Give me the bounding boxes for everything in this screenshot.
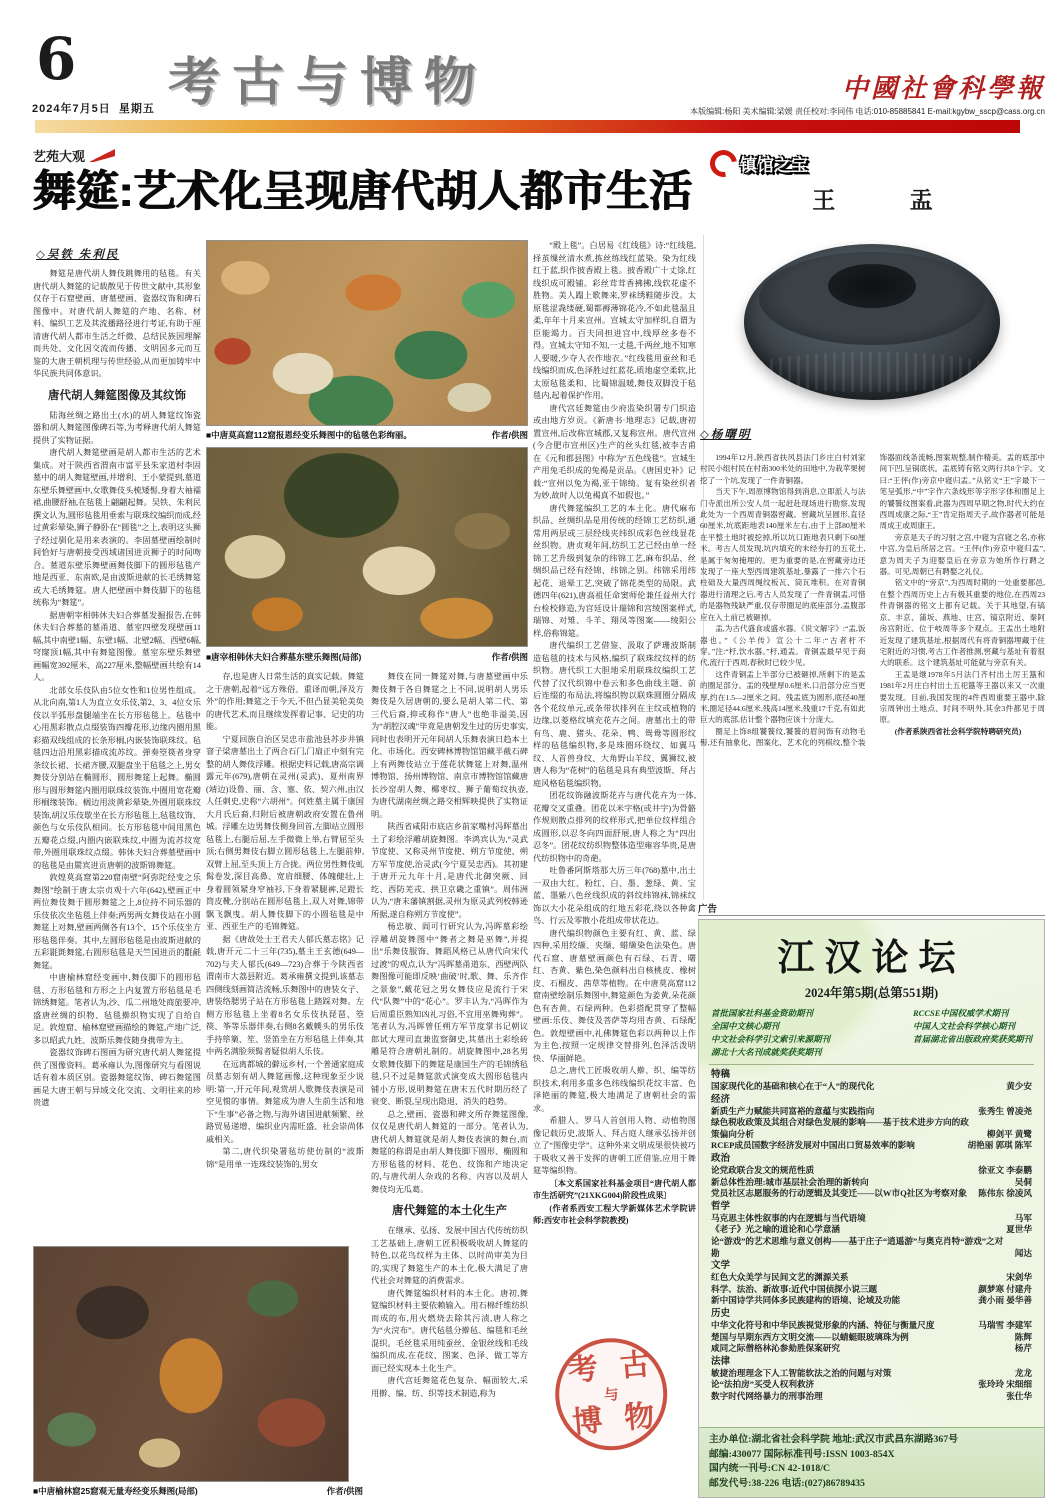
article-column-4 bbox=[533, 240, 696, 1332]
toc-entry-title: 新质生产力赋能共同富裕的意蕴与实践指向 bbox=[711, 1105, 875, 1116]
badges-right bbox=[913, 1007, 1032, 1058]
ad-divider bbox=[709, 1064, 1034, 1065]
header-gradient-bar bbox=[35, 120, 1020, 133]
mural-image-yulin-25 bbox=[33, 1246, 349, 1482]
toc-entry-authors: 陈辉 bbox=[1014, 1331, 1032, 1342]
journal-toc bbox=[699, 1069, 1044, 1402]
article-subhead: 唐代舞筵的本土化生产 bbox=[392, 1205, 507, 1217]
journal-title: 江汉论坛 bbox=[777, 937, 966, 978]
toc-entry-authors: 马瑞雪 李建军 bbox=[978, 1319, 1032, 1330]
toc-entry bbox=[711, 1379, 1032, 1391]
toc-entry-title: 论“游戏”的艺术思维与意义创构——基于庄子“逍遥游”与奥克肖特“游戏”之对勘 bbox=[711, 1235, 1004, 1258]
paragraph: 当天下午,周原博物馆得到消息,立即派人与法门寺派出所公安人员一起赶赴现场进行勘察,发现此处为一个西周青铜器窖藏。窖藏坑呈圆形,直径60厘米,坑底距地表140厘米左右,由于上部80厘米在平整土地时被挖掉,所以坑口距地表只剩下60厘米。考古人员发现,坑内填充的未经夯打的五花土,是属于匆匆掩埋的。更为重要的是,在窖藏旁边还发现了一座大型西周建筑基址,暴露了一排六个石柱础及大量西周绳纹板瓦、筒瓦堆积。在对青铜器进行清理之后,考古人员发现了一件青铜盂,可惜的是器物残缺严重,仅存带圈足的底座部分,盂腹部应在入土前已被砸掉。 bbox=[700, 487, 866, 622]
journal-footer bbox=[699, 1427, 1044, 1497]
page-number: 6 bbox=[36, 25, 77, 93]
toc-entry bbox=[711, 1368, 1032, 1380]
toc-section-header: 哲学 bbox=[711, 1200, 731, 1212]
paragraph: 总之,唐代工匠吸收胡人擀、织、编等纺织技术,利用多重多色纬线编织花纹丰富、色泽艳丽的舞筵,极大地满足了唐朝社会的需求。 bbox=[533, 1066, 696, 1113]
paragraph: (作者系陕西省社会科学院特聘研究员) bbox=[894, 726, 1022, 736]
treasure-badge bbox=[710, 150, 808, 177]
toc-entry-title: 马克思主体性叙事的内在逻辑与当代语境 bbox=[711, 1212, 866, 1223]
paragraph: 舞伎在同一舞筵对舞,与唐墓壁画中乐舞伎舞于各自舞筵之上不同,说明胡人男乐舞伎是久居唐朝的,要么是胡人第二代、第三代后裔,抑或称作“唐人”也绝非溢美,因为“胡腔汉魂”毕竟是唐朝发生过的历史事实,同时也表明开元年间胡人乐舞表演日趋本土化、市场化。西安碑林博物馆馆藏半截石碑上有两舞伎站立于莲花状舞筵上对舞,温州博物馆、扬州博物馆、南京市博物馆馆藏唐长沙窑胡人舞、椰枣纹、狮子葡萄纹执壶,为唐代湖南丝绸之路交相辉映提供了实物证明。 bbox=[371, 672, 528, 819]
toc-entry-authors: 张玲玲 宋细细 bbox=[978, 1379, 1032, 1390]
date: 2024年7月5日 bbox=[32, 103, 111, 115]
toc-section-header: 法律 bbox=[711, 1355, 731, 1367]
toc-entry bbox=[711, 1236, 1032, 1259]
seal-center-char: 与 bbox=[601, 1381, 622, 1408]
seal-char: 考 bbox=[566, 1351, 600, 1389]
date-line bbox=[32, 100, 155, 116]
toc-entry-title: 数字时代网络暴力的刑事治理 bbox=[711, 1390, 823, 1401]
toc-entry-title: 国家现代化的基础和核心在于“人”的现代化 bbox=[711, 1081, 875, 1091]
toc-section-header: 政治 bbox=[711, 1152, 731, 1164]
paragraph: (作者系西安工程大学新媒体艺术学院讲师;西安市社会科学院教授) bbox=[533, 1203, 696, 1225]
toc-entry-title: 咸同之际僧格林沁参劾胜保案研究 bbox=[711, 1343, 840, 1354]
paragraph: 据《唐故处士王君夫人郁氏墓志铭》记载,唐开元二十三年(735),墓主王玄德(649—702)与夫人郁氏(649—723)合葬于今陕西省渭南市大荔县附近。葛承雍撰文提到,该墓志四侧线刻画简洁流畅,乐舞图中的唐装女子、唐装络腮男子站在方形毡毯上踏踩对舞。左侧方形毡毯上坐着8名女乐伎执琵琶、箜篌、筝等乐器伴奏,右侧8名戴幞头的男乐伎手持筚篥、笙、竖笛坐在方形毡毯上伴奏,其中两名满脸须髯者疑似胡人乐伎。 bbox=[206, 934, 364, 1056]
ad-rule bbox=[698, 915, 1045, 916]
text-line: 湖北十大名刊成就奖获奖期刊 bbox=[711, 1047, 822, 1057]
toc-section-header: 文学 bbox=[711, 1260, 731, 1272]
wang-yu-bronze-basin-photo bbox=[742, 222, 1004, 420]
toc-entry bbox=[711, 1295, 1032, 1307]
toc-entry bbox=[711, 1320, 1032, 1332]
toc-entry-title: 党员社区志愿服务的行动逻辑及其变迁——以W市Q社区为考察对象 bbox=[711, 1188, 967, 1199]
paragraph: 中唐榆林窟经变画中,舞伎脚下的圆形毡毯、方形毡毯和方形之上内复置方形毡毯是毛锦绣舞筵。笔者认为,沙、瓜二州地处商旅要冲,盛唐丝绸的织物、毡毯擀织物实现了自给自足。敦煌窟、榆林窟壁画描绘的舞筵,产地广泛,多以昭武九姓、波斯乐舞伎随身携带为主。 bbox=[33, 973, 201, 1045]
toc-entry-title: 新总体性治理:城市基层社会治理的新转向 bbox=[711, 1176, 869, 1187]
main-article-authors: ◇吴铁 朱利民 bbox=[36, 249, 120, 261]
paragraph: 第二,唐代织染署毡坊使仿制的“波斯锦”是用单一连珠纹装饰的,男女 bbox=[206, 1147, 364, 1169]
toc-entry-title: 红色大众美学与民间文艺的渊源关系 bbox=[711, 1272, 849, 1283]
paragraph: 舞筵是唐代胡人舞伎跳舞用的毡毯。有关唐代胡人舞筵的记载散见于传世文献中,其形象仅存于石窟壁画、唐墓壁画、瓷器纹饰和碑石图像中。对唐代胡人舞筵的产地、名称、材料、编织工艺及其流播路径进行考证,有助于厘清唐代胡人都市生活之纤微、总结民族因理解而共处、文化因交流而传播、文明因多元而互鉴的大唐王朝机理与传世经验,从而更加铸牢中华民族共同体意识。 bbox=[33, 269, 201, 378]
toc-entry-title: 《老子》光之喻的道论和心学意涵 bbox=[711, 1224, 840, 1235]
text-line: 全国中文核心期刊 bbox=[711, 1021, 780, 1031]
journal-badges bbox=[699, 1001, 1044, 1062]
seal-char: 博 bbox=[571, 1403, 605, 1441]
paragraph: 唐代舞筵编织材料的本土化。唐初,舞筵编织材料主要依赖输入。用石棉纤维纺织而成的布,用火燃烧去除其污渍,唐人称之为“火浣布”。唐代毡毯分擀毡、编毯和毛丝混织。毛丝毯采用纯蚕丝、金银丝线和毛线编织而成,在花纹、图案、色泽、做工等方面已经实现本土化生产。 bbox=[371, 1288, 528, 1373]
weekday: 星期五 bbox=[118, 103, 155, 115]
toc-entry bbox=[711, 1117, 1032, 1140]
caption-credit: 作者/供图 bbox=[491, 430, 528, 440]
toc-entry-title: 论党政联合发文的规范性质 bbox=[711, 1164, 815, 1175]
toc-entry-authors: 杨芹 bbox=[1014, 1343, 1032, 1354]
paragraph: 敦煌莫高窟第220窟南壁“阿弥陀经变之乐舞图”绘制于唐太宗贞观十六年(642),壁画正中两位舞伎舞于圆形舞筵之上,8位持不同乐器的乐伎依次坐毡毯上伴奏;两男两女舞伎站在小圆舞筵上对舞,壁画两侧各有13个、15个乐伎坐方形毡毯伴奏。其中,左圆形毡毯是由波斯进献的五彩毾㲪舞筵,右圆形毡毯是天竺国进贡的氍毹舞筵。 bbox=[33, 873, 201, 970]
toc-entry bbox=[711, 1391, 1032, 1403]
paragraph: “殿上毯”。白居易《红线毯》诗:“红线毯,择茧缫丝清水煮,拣丝练线红蓝染。染为红线红于蓝,织作披香殿上毯。披香殿广十丈馀,红线织成可殿铺。彩丝茸茸香拂拂,线软花虚不胜物。美人蹋上歌舞来,罗袜绣鞋随步没。太原毯涩毳缕硬,蜀都褥薄锦花冷,不如此毯温且柔,年年十月来宣州。宣城太守加样织,自谓为臣能竭力。百夫同担进宫中,线厚丝多卷不得。宣城太守知不知,一丈毯,千两丝,地不知寒人要暖,少夺人衣作地衣。”红线毯用蚕丝和毛线编织而成,色泽胜过红蓝花,质地虚空柔软,比太原毡毯柔和、比蜀锦温暖,舞伎双脚没于毡毯内,起着保护作用。 bbox=[533, 241, 696, 400]
mural-image-hanxiu-tomb bbox=[206, 447, 528, 647]
caption-text: ■唐宰相韩休夫妇合葬墓东壁乐舞图(局部) bbox=[206, 652, 362, 662]
treasure-title: 王 盂 bbox=[812, 187, 967, 213]
paragraph: 北部女乐伎队由5位女性和1位男性组成。从北向南,第1人为直立女乐伎,第2、3、4位女乐伎以半弧形盘腿端坐在长方形毡毯上。毡毯中心用黑彩散点点缀装饰四瓣花形,边缘内圈用黑彩描双线组成的长条形榈,内嵌装饰联珠纹。毡毯四边沿用黑彩描成流苏纹。弹奏箜篌者身穿条纹长裙、长裙齐腰,双腿盘坐于毡毯之上,男女舞伎分别站在椭圆形、圆形舞筵上起舞。椭圆形与圆形舞筵内圈用联珠纹装饰,中圈用宽花瓣形榈缘装饰。榈边用淡黄彩晕染,外圈用联珠纹装饰,胡汉乐伎歇坐在长方形毡毯上,毡毯纹饰、颜色与女乐伎队相同。长方形毡毯中间用黑色五瓣花点缀,内圈内嵌联珠纹,中圈为流苏纹宽带,外圈用联珠纹点缀。韩休夫妇合葬墓壁画中的毡毯是由罽宾进贡唐朝的波斯锦舞筵。 bbox=[33, 685, 201, 870]
text-line: 中文社会科学引文索引来源期刊 bbox=[711, 1034, 831, 1044]
paragraph: 希腊人、罗马人首创用人物、动植物图像记载历史,波斯人、拜占庭人继承弘扬并创立了“图像史学”。这种外来文明成果很快被巧于吸收又善于发挥的唐朝工匠借鉴,应用于舞筵等编织物。 bbox=[533, 1116, 696, 1175]
paragraph: 〔本文系国家社科基金项目“唐代胡人都市生活研究”(21XKG004)阶段性成果〕 bbox=[533, 1178, 696, 1200]
seal-char: 古 bbox=[618, 1346, 652, 1385]
toc-entry-authors: 胡艳丽 郭琪 陈军 bbox=[967, 1140, 1032, 1151]
paragraph: 杨忠敏、阎可行研究认为,冯晖墓彩绘浮雕胡旋舞图中“舞者之舞是巫舞”,并提出“乐舞伎服饰、舞蹈风格已从唐代向宋代过渡”的观点,认为“冯晖墓甬道东、西壁两队舞图像可能即反映‘曲破’时,歌、舞、乐齐作之景象”,戴花冠之男女舞伎应是流行于宋代“队舞”中的“花心”。罗丰认为,“冯晖作为后周重臣熟知凶礼习俗,不宜用巫舞殉葬”。笔者认为,冯晖曾任朔方军节度掌书记朝议郎试大理司直兼监察御史,其墓出土彩绘砖雕是符合唐朝礼制的。胡旋舞图中,28名男女歌舞伎脚下的舞筵是康国生产的毛锦绣毡毯,只不过是舞筵款式演变成大圆形毡毯内铺小方形,说明舞筵在唐末五代时期历经了衰变、断裂,呈现出隐退、消失的趋势。 bbox=[371, 922, 528, 1106]
editors-line: 本版编辑:杨阳 美术编辑:梁媛 责任校对:李同伟 电话:010-85885841 E-mail:kgybw_sscp@cass.org.cn bbox=[690, 107, 1045, 116]
kicker-label: 艺苑大观 bbox=[33, 149, 86, 164]
toc-section-header: 历史 bbox=[711, 1307, 731, 1319]
toc-entry-title: 敏捷治理理念下人工智能软法之治的问题与对策 bbox=[711, 1367, 892, 1378]
paragraph: 这件青铜盂上半部分已被砸掉,所剩下的是盂的圈足部分。盂的残壁厚0.6厘米,口沿部分应当更厚,约在1.5—2厘米之间。残盂底为圆形,底径40厘米,圈足径44.6厘米,残高14厘米,残重17千克,有如此巨大的底部,估计整个器物应该十分庞大。 bbox=[700, 669, 866, 725]
toc-entry bbox=[711, 1106, 1032, 1118]
paragraph: 铭文中的“旁京”,为西周时期的一处重要都邑,在整个西周历史上占有极其重要的地位,在西周23件青铜器的铭文上都有记载。关于其地望,有镐京、丰京、蒲坂、燕地、庄宫、镐京附近、秦阿房宫附近、位于岐周等多个观点。王盂出土地附近发现了建筑基址,根据周代有将青铜器埋藏于住宅附近的习惯,考古工作者推测,窖藏与基址有着很大的联系。这个建筑基址可能就与旁京有关。 bbox=[879, 578, 1045, 668]
toc-entry bbox=[711, 1343, 1032, 1355]
caption-mural-2 bbox=[206, 651, 528, 663]
article-column-3 bbox=[371, 671, 528, 1500]
toc-entry-authors: 张仕华 bbox=[1006, 1390, 1032, 1401]
text-line: 国内统一刊号:CN 42-1018/C bbox=[709, 1463, 831, 1474]
toc-entry bbox=[711, 1177, 1032, 1189]
paragraph: 王盂是继1978年5月法门齐村出土厉王簋和1981年2月庄白村出土五祀簋等王器以来又一次重要发现。目前,我国发现的4件西周重要王器中,除宗周钟出土地点、时间不明外,其余3件都见于周原。 bbox=[879, 669, 1045, 725]
toc-entry-title: RCEP成员国数字经济发展对中国出口贸易效率的影响 bbox=[711, 1140, 915, 1151]
article-subhead: 唐代胡人舞筵图像及其纹饰 bbox=[48, 389, 186, 402]
text-line: 邮编:430077 国际标准刊号:ISSN 1003-854X bbox=[709, 1448, 895, 1460]
toc-entry-authors: 颜梦寒 付建舟 bbox=[978, 1283, 1032, 1294]
text-line: RCCSE中国权威学术期刊 bbox=[912, 1008, 1009, 1018]
text-line: 首届湖北省出版政府奖获奖期刊 bbox=[912, 1034, 1032, 1044]
article-column-2 bbox=[206, 671, 364, 1241]
toc-entry bbox=[711, 1188, 1032, 1200]
treasure-badge-label: 镇馆之宝 bbox=[740, 156, 808, 175]
paragraph: 瓷器纹饰碑石图画为研究唐代胡人舞筵提供了图像资料。葛承雍认为,图像研究与看图说话有着本质区别。瓷器舞筵纹饰、碑石舞筵图画是大唐王朝与异域文化交流、文明往来的珍贵遗 bbox=[33, 1048, 201, 1107]
archaeology-museum-seal bbox=[551, 1333, 678, 1473]
ad-label: 广告 bbox=[698, 904, 718, 915]
toc-entry-title: 楚国与早期东西方文明交流——以蜻蜓眼玻璃珠为例 bbox=[711, 1331, 909, 1342]
caption-credit: 作者/供图 bbox=[326, 1486, 363, 1496]
paragraph: 唐代编织物颜色主要有红、黄、蓝、绿四种,采用绞缬、夹缬、蜡缬染色法染色。唐代石窟、唐墓壁画颜色有石绿、石青、曙红、杏黄、紫色,染色颜料出自核桃皮、橡树皮、石榴皮、茜草等植物。在中唐莫高窟112窟南壁绘制乐舞图中,舞筵颜色为姜黄,朵花颜色有杏黄、石绿两种。色彩搭配贯穿了整幅壁画:乐伎、舞伎及菩萨等均用杏黄、石绿配色。敦煌壁画中,礼佛舞筵色彩以两种以上作为主色,按照一定规律交替排列,色泽活泼明快、华丽鲜艳。 bbox=[533, 928, 696, 1063]
toc-entry bbox=[711, 1332, 1032, 1344]
toc-entry bbox=[711, 1272, 1032, 1284]
journal-ad-box bbox=[698, 919, 1045, 1498]
caption-mural-1 bbox=[206, 429, 528, 441]
paragraph: 宁夏回族自治区吴忠市盐池县苏步井镇窨子梁唐墓出土了两合石门,门扇正中刻有完整的胡人舞伎浮雕。根据史料记载,唐高宗调露元年(679),唐朝在灵州(灵武)、夏州南界(靖边)设鲁、丽、含、塞、依、契六州,由汉人任刺史,史称“六胡州”。何姓墓主属于康国大月氏后裔,归附后被唐朝政府安置在鲁州城。浮雕左边男舞伎侧身回首,左脚站立圆形毡毯上,右腿后屈,左手微微上举,右臂屈至头顶;右侧男舞伎右脚立圆形毡毯上,左腿前伸,双臂上屈,至头顶上方合拢。两位男性舞伎虬髯卷发,深目高鼻、宽肩细腰、体魄健壮,上身着圆领紧身窄袖衫,下身着紧腿裤,足蹬长筒皮靴,分别站在圆形毡毯上,双人对舞,锦带飘飞飘曳。胡人舞伎脚下的小圆毡毯是中亚、西亚生产的毛锦舞筵。 bbox=[206, 734, 364, 931]
paragraph: 在继承、弘扬、发展中国古代传统纺织工艺基础上,唐朝工匠积极吸收胡人舞筵的特色,以花鸟纹样为主体、以时尚审美为目的,实现了舞筵生产的本土化,极大满足了唐代社会对舞筵的消费需求。 bbox=[371, 1226, 528, 1285]
toc-entry-authors: 闻达 bbox=[1014, 1247, 1032, 1258]
toc-entry bbox=[711, 1224, 1032, 1236]
paragraph: 据唐朝宰相韩休夫妇合葬墓发掘报告,在韩休夫妇合葬墓的墓甬道、墓室四壁发现壁画11幅,其中南壁1幅、东壁1幅、北壁2幅、西壁6幅,穹窿顶1幅,其中有舞筵图像。墓室东壁乐舞壁画幅宽392厘米、高227厘米,整幅壁画共绘有14人。 bbox=[33, 610, 201, 682]
paragraph: 唐代编织工艺借鉴、汲取了萨珊波斯制造毡毯的技术与风格,编织了联珠纹纹样的纺织物。唐代织工大胆地采用联珠纹编织工艺代替了汉代织锦中卷云和多色曲线主题、前后连缀的布局法,将编织物以联珠圆圈分隔成各个花纹单元,或条带状排列在主纹或植物的边缘,以菱格纹填充花卉之间。唐墓出土的带有鸟、鹿、猪头、花朵、鸭、鸳鸯等圆形纹样的毡毯编织物,多是珠圈环绕纹、如翼马纹、人首兽身纹、大角野山羊纹、翼狮纹,被唐人称为“花树”的毡毯是具有典型波斯、拜占庭风格毡毯编织物。 bbox=[533, 641, 696, 788]
caption-text: ■中唐榆林窟25窟观无量寿经变乐舞图(局部) bbox=[33, 1486, 198, 1496]
toc-entry bbox=[711, 1081, 1032, 1093]
paragraph: 唐代宫廷舞筵由少府监染织署专门织造或由地方岁贡。《新唐书·地理志》记载,唐初置宣州,后改称宣城郡,又复称宣州。唐代宣州(今合肥市宣州区)生产的丝头红毯,被李吉甫在《元和郡县图》中称为“五色线毯”。宣城生产用兔毛织成的兔褐是贡品。《唐国史补》记载:“宣州以兔为褐,亚于锦绮。复有染丝织者为妙,故时人以兔褐真不如假也。” bbox=[533, 403, 696, 500]
bronze-basin bbox=[744, 244, 1000, 400]
caption-credit: 作者/供图 bbox=[491, 652, 528, 662]
paragraph: 陕西省咸阳市底店乡前家嘴村冯晖墓出土了彩绘浮雕胡旋舞图。李鸿宾认为,“灵武节度使、又称灵州节度使、朔方节度使、朔方军节度使,治灵武(今宁夏吴忠西)。其初建于唐开元九年十月,是唐代北御突厥、回纥、西防羌戎、拱卫京畿之重镇”。周伟洲认为,“唐末藩镇割据,灵州为原灵武列校韩逊所据,遂自称朔方节度使”。 bbox=[371, 822, 528, 919]
toc-entry-authors: 张秀生 曾凌尧 bbox=[978, 1105, 1032, 1116]
paragraph: 唐代胡人舞筵壁画是胡人都市生活的艺术集成。对于陕西省渭南市富平县朱家道村李固墓中的胡人舞筵壁画,井增利、王小蒙提到,墓道东壁乐舞壁画中,女歌舞伎头梳矮髻,身着大袖襦裙,曲腰舒袖,在毡毯上翩翩起舞。吴铁、朱利民撰文认为,圆形毡毯用垂索与联珠纹编织而成,经过黄彩晕染,狮子静卧在“圆毯”之上,表明这头狮子经过驯化是用来表演的。李固墓壁画绘制时间恰好与唐朝接受西域诸国进贡狮子的时间吻合。墓道东壁乐舞壁画舞伎脚下的圆形毡毯产地是西亚、东南欧,是由波斯进献的长毛绣舞筵或大毛绣舞筵。唐人把壁画中舞伎脚下的毡毯统称为“舞筵”。 bbox=[33, 448, 201, 607]
toc-entry-authors: 黄少安 bbox=[1006, 1081, 1032, 1091]
red-ring-icon bbox=[705, 145, 743, 183]
toc-entry-title: 新中国诗学共同体多民族建构的语境、论域及功能 bbox=[711, 1295, 901, 1306]
toc-entry-title: 论“法拍房”买受人权利救济 bbox=[711, 1379, 815, 1390]
caption-mural-3 bbox=[33, 1485, 363, 1497]
toc-section-header: 特稿 bbox=[711, 1069, 731, 1080]
toc-entry-authors: 徐亚文 李泰鹏 bbox=[978, 1164, 1032, 1175]
toc-entry-authors: 龚小雨 晏华善 bbox=[978, 1295, 1032, 1306]
treasure-article-body bbox=[700, 452, 1045, 904]
toc-entry bbox=[711, 1284, 1032, 1296]
toc-entry-authors: 宋剑华 bbox=[1006, 1272, 1032, 1283]
text-line: 中国人文社会科学核心期刊 bbox=[912, 1021, 1015, 1031]
newspaper-masthead: 中國社會科學報 bbox=[841, 74, 1045, 104]
paragraph: 团花纹饰融波斯花卉与唐代花卉为一体,花瓣交叉重叠。团花以米字格(或井字)为骨骼作规则散点排列的纹样形式,把单位纹样组合成圆形,以忍冬向四面舒展,唐人称之为“四出忍冬”。团花纹纺织物整体造型雍容华贵,是唐代纺织物中的奇葩。 bbox=[533, 791, 696, 863]
paragraph: 总之,壁画、瓷器和碑文所存舞筵图像,仅仅是唐代胡人舞筵的一部分。笔者认为,唐代胡人舞筵就是胡人舞伎表演的舞台,而舞筵的称谓是由胡人舞伎脚下圆形、椭圆和方形毡毯的材料、花色、纹饰和产地决定的,与唐代胡人杂戏的名称、内容以及胡人舞伎均无瓜葛。 bbox=[371, 1109, 528, 1194]
toc-entry-authors: 吴侗 bbox=[1014, 1176, 1032, 1187]
toc-entry-authors: 马军 bbox=[1014, 1212, 1032, 1223]
toc-entry-title: 科学、法治、新故事:近代中国侦探小说三题 bbox=[711, 1283, 878, 1294]
paragraph: 旁京是天子的习射之宫,中寝为宫寝之名,亦称中宫,为皇后所居之宫。“王伻(作)旁京中寝归盂”,意为周天子为迎娶皇后在旁京为她所作行聘之器。可见,周朝已有聘娶之礼仪。 bbox=[879, 532, 1045, 577]
toc-section-header: 经济 bbox=[711, 1093, 731, 1105]
seal-char: 物 bbox=[622, 1398, 656, 1437]
toc-entry-authors: 陈伟东 徐凌风 bbox=[978, 1188, 1032, 1199]
journal-issue: 2024年第5期(总第551期) bbox=[804, 986, 939, 1000]
paragraph: 1994年12月,陕西省扶风县法门乡庄白村刘家村民小组村民在村南300米处的田地中,为栽苹果树挖了一个坑,发现了一件青铜器。 bbox=[700, 453, 866, 485]
mural-image-mogao-112 bbox=[206, 240, 528, 426]
paragraph: 唐代宫廷舞筵花色复杂、幅面较大,采用擀、编、纺、织等技术制造,称为 bbox=[371, 1376, 528, 1398]
text-line: 首批国家社科基金资助期刊 bbox=[711, 1008, 814, 1018]
toc-entry-authors: 柳剑平 黄鹭 bbox=[986, 1128, 1032, 1139]
paragraph: 盂,为古代盛食或盛水器。《说文解字》:“盂,饭器也。”《公羊传》宣公十二年:“古者杅不穿。”注:“杅,饮水器。”杅,通盂。青铜盂最早见于商代,流行于西周,春秋时已较少见。 bbox=[700, 624, 866, 668]
basin-decor-band bbox=[752, 352, 992, 392]
toc-entry-title: 中华文化符号和中华民族视觉形象的内涵、特征与衡量尺度 bbox=[711, 1319, 935, 1330]
treasure-author: ◇杨曙明 bbox=[700, 429, 752, 441]
toc-entry-title: 绿色税收政策及其组合对绿色发展的影响——基于技术进步方向的政策偏向分析 bbox=[711, 1117, 969, 1139]
toc-entry bbox=[711, 1213, 1032, 1225]
main-headline: 舞筵:艺术化呈现唐代胡人都市生活 bbox=[33, 168, 693, 216]
paragraph: 在远离都城的僻远乡村,一个普通家庭成员墓志刻有胡人舞筵画像,这种现象至少说明:第一,开元年间,观赏胡人歌舞伎表演是司空见惯的事情。舞筵成为唐人生前生活和地下“生事”必备之物,与海外诸国进献频繁、丝路贸易递增、编织业内需旺盛、社会崇尚体戚相关。 bbox=[206, 1059, 364, 1144]
article-column-1 bbox=[33, 268, 201, 1242]
seal-circle bbox=[551, 1334, 672, 1455]
paragraph: 存,也是唐人日常生活的真实记载。舞筵之于唐朝,起着“远方殊俗、重译而朝,泽及方外”的作用;舞筵之于今天,不但凸显美轮美奂的唐代艺术,而且继续发挥着记事、记史的功能。 bbox=[206, 672, 364, 731]
toc-entry-authors: 龙龙 bbox=[1014, 1367, 1032, 1378]
caption-text: ■中唐莫高窟112窟报恩经变乐舞图中的毡毯色彩绚丽。 bbox=[206, 430, 412, 440]
text-line: 主办单位:湖北省社会科学院 地址:武汉市武昌东湖路367号 bbox=[709, 1434, 958, 1445]
paragraph: 圈足上饰8组饕餮纹,饕餮的眉间饰有动物毛髻,还有抽象化、图案化、艺术化的列棋纹,整个装饰器面线条流畅,图案规整,制作精美。盂的底部中间下凹,呈锅底状。盂底铸有铭文两行共8个字。文曰:“王伻(作)旁京中寝归盂。”从铭文“王”字最下一笔呈弧形,“中”字作六条线形等字形字体和圈足上的饕餮纹图案看,此器为西周早期之物,时代大约在西周成康之际,“王”肯定指周天子,故作器者可能是周成王或周康王。 bbox=[700, 453, 1045, 748]
badges-left bbox=[711, 1007, 830, 1058]
paragraph: 吐鲁番阿斯塔那大历三年(768)墓中,出土一双由大红、粉红、白、墨、葱绿、黄、宝蓝、墨紫八色丝线织成的斜纹纬锦袜,锦袜纹饰以大小花朵组成的红地五彩花,绕以各种禽鸟、行云及零散小花组成带状花边。 bbox=[533, 866, 696, 925]
paragraph: 唐代舞筵编织工艺的本土化。唐代麻布织品、丝绸织品是用传统的经锦工艺纺织,通常用两层或三层经线夹纬织成彩色丝线显花丝织物。唐贞观年间,纺织工艺已经由单一经锦工艺升级到复杂的纬锦工艺,麻布织品、丝绸织品已经有经锦、纬锦之别。纬锦采用纬起花、退晕工艺,突破了锦花类型的局限。武德四年(621),唐高祖任命窦师伦兼任益州大行台检校修造,为宫廷设计瑞锦和宫绫图案样式,瑞锦、对雉、斗羊、翔凤等图案——绫阳公样,俗称锦筵。 bbox=[533, 503, 696, 638]
paragraph: 陆海丝绸之路出土(水)的胡人舞筵纹饰瓷器和胡人舞筵图像碑石等,为考释唐代胡人舞筵提供了实物证据。 bbox=[33, 410, 201, 445]
toc-entry bbox=[711, 1140, 1032, 1152]
toc-entry bbox=[711, 1165, 1032, 1177]
toc-entry-authors: 夏世华 bbox=[1006, 1224, 1032, 1235]
section-title: 考古与博物 bbox=[168, 55, 489, 112]
text-line: 邮发代号:38-226 电话:(027)86789435 bbox=[709, 1477, 865, 1489]
